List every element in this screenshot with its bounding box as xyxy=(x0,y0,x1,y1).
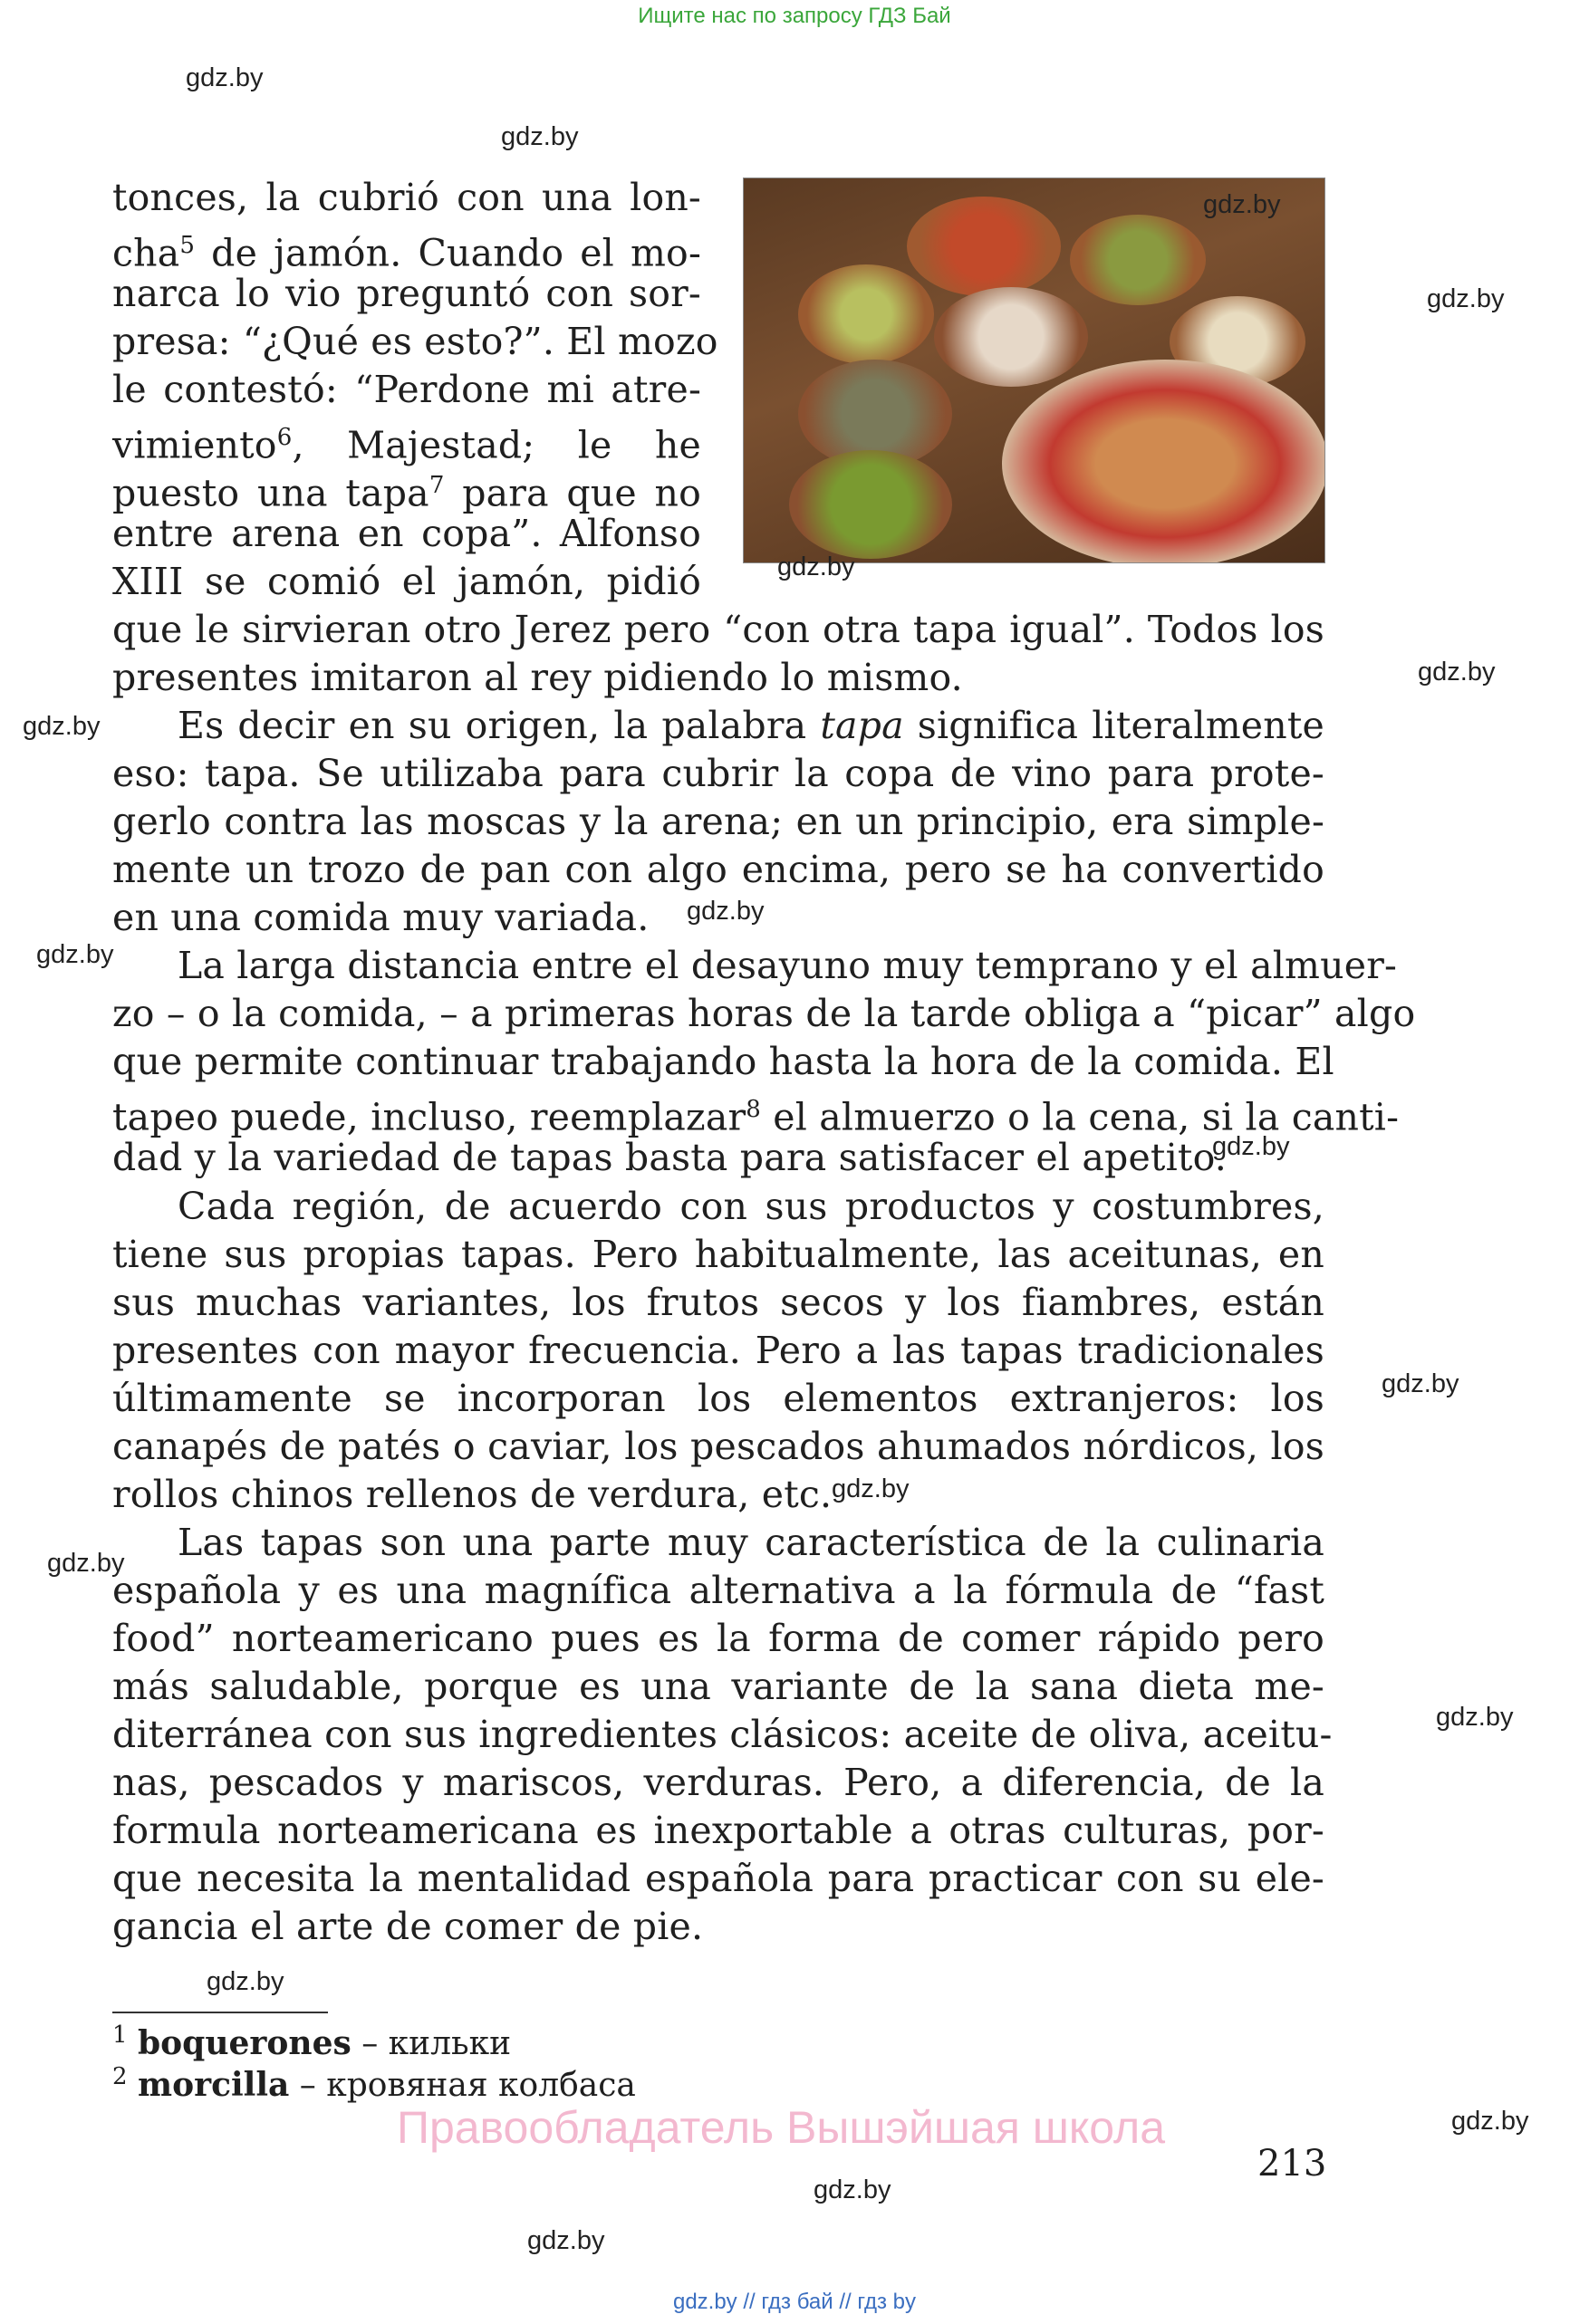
text-line: cha$^5$ de jamón. Cuando el mo- xyxy=(112,231,701,275)
text-line: Cada región, de acuerdo con sus productos y costumbres, xyxy=(178,1185,1324,1228)
text-line: tapeo puede, incluso, reemplazar$^8$ el almuerzo o la cena, si la canti- xyxy=(112,1095,1400,1139)
watermark: gdz.by xyxy=(186,63,264,92)
text-line: puesto una tapa$^7$ para que no xyxy=(112,471,701,515)
watermark: gdz.by xyxy=(1427,284,1505,313)
text-line: eso: tapa. Se utilizaba para cubrir la copa de vino para prote- xyxy=(112,752,1324,795)
watermark: gdz.by xyxy=(501,122,579,151)
text-line: La larga distancia entre el desayuno muy temprano y el almuer- xyxy=(178,944,1398,987)
watermark: gdz.by xyxy=(777,552,855,581)
watermark: gdz.by xyxy=(207,1967,284,1996)
text-line: Es decir en su origen, la palabra tapa significa literalmente xyxy=(178,704,1325,747)
watermark: gdz.by xyxy=(1436,1703,1514,1732)
text-line: que permite continuar trabajando hasta la hora de la comida. El xyxy=(112,1040,1334,1083)
text-line: en una comida muy variada. xyxy=(112,896,650,939)
text-line: gerlo contra las moscas y la arena; en un principio, era simple- xyxy=(112,800,1324,843)
footnote-divider xyxy=(112,2012,328,2013)
watermark: gdz.by xyxy=(36,940,114,969)
text-line: entre arena en copa”. Alfonso xyxy=(112,512,701,555)
page-number: 213 xyxy=(1257,2143,1327,2185)
watermark: gdz.by xyxy=(1418,658,1496,687)
watermark: gdz.by xyxy=(1203,190,1281,219)
text-line: dad y la variedad de tapas basta para satisfacer el apetito. xyxy=(112,1136,1227,1179)
text-line: tonces, la cubrió con una lon- xyxy=(112,176,701,219)
text-line: presentes imitaron al rey pidiendo lo mismo. xyxy=(112,656,963,699)
text-line: nas, pescados y mariscos, verduras. Pero, a diferencia, de la xyxy=(112,1761,1324,1804)
text-line: española y es una magnífica alternativa a la fórmula de “fast xyxy=(112,1569,1324,1612)
watermark: gdz.by xyxy=(47,1549,125,1578)
text-line: sus muchas variantes, los frutos secos y los fiambres, están xyxy=(112,1281,1324,1324)
text-line: le contestó: “Perdone mi atre- xyxy=(112,368,701,411)
text-line: diterránea con sus ingredientes clásicos: aceite de oliva, aceitu- xyxy=(112,1713,1333,1756)
text-line: que le sirvieran otro Jerez pero “con otra tapa igual”. Todos los xyxy=(112,608,1324,651)
watermark: gdz.by xyxy=(23,712,101,741)
footnote: $^1$ boquerones – кильки xyxy=(112,2021,512,2062)
text-line: tiene sus propias tapas. Pero habitualmente, las aceitunas, en xyxy=(112,1233,1324,1276)
tapas-photo xyxy=(743,178,1325,563)
text-line: gancia el arte de comer de pie. xyxy=(112,1905,704,1948)
text-line: canapés de patés o caviar, los pescados ahumados nórdicos, los xyxy=(112,1425,1324,1468)
text-line: formula norteamericana es inexportable a otras culturas, por- xyxy=(112,1809,1324,1852)
text-line: zo – o la comida, – a primeras horas de la tarde obliga a “picar” algo xyxy=(112,992,1416,1035)
text-line: Las tapas son una parte muy característica de la culinaria xyxy=(178,1521,1324,1564)
top-banner: Ищите нас по запросу ГДЗ Бай xyxy=(638,4,951,28)
watermark: gdz.by xyxy=(1212,1132,1290,1161)
bottom-banner: gdz.by // гдз бай // гдз by xyxy=(672,2290,917,2314)
text-line: rollos chinos rellenos de verdura, etc. xyxy=(112,1473,833,1516)
text-line: food” norteamericano pues es la forma de comer rápido pero xyxy=(112,1617,1324,1660)
text-line: vimiento$^6$, Majestad; le he xyxy=(112,423,701,467)
text-line: mente un trozo de pan con algo encima, pero se ha convertido xyxy=(112,848,1324,891)
text-line: últimamente se incorporan los elementos extranjeros: los xyxy=(112,1377,1324,1420)
watermark: gdz.by xyxy=(527,2226,605,2255)
text-line: narca lo vio preguntó con sor- xyxy=(112,272,701,315)
text-line: presa: “¿Qué es esto?”. El mozo xyxy=(112,320,718,363)
watermark: gdz.by xyxy=(814,2175,891,2204)
watermark: gdz.by xyxy=(1382,1369,1459,1398)
text-line: presentes con mayor frecuencia. Pero a las tapas tradicionales xyxy=(112,1329,1324,1372)
watermark: gdz.by xyxy=(832,1474,910,1503)
text-line: más saludable, porque es una variante de la sana dieta me- xyxy=(112,1665,1324,1708)
text-line: XIII se comió el jamón, pidió xyxy=(112,560,701,603)
text-line: que necesita la mentalidad española para practicar con su ele- xyxy=(112,1857,1324,1900)
watermark: gdz.by xyxy=(687,897,765,926)
copyright-watermark: Правообладатель Вышэйшая школа xyxy=(397,2102,1165,2153)
watermark: gdz.by xyxy=(1451,2107,1529,2136)
footnote: $^2$ morcilla – кровяная колбаса xyxy=(112,2063,636,2104)
